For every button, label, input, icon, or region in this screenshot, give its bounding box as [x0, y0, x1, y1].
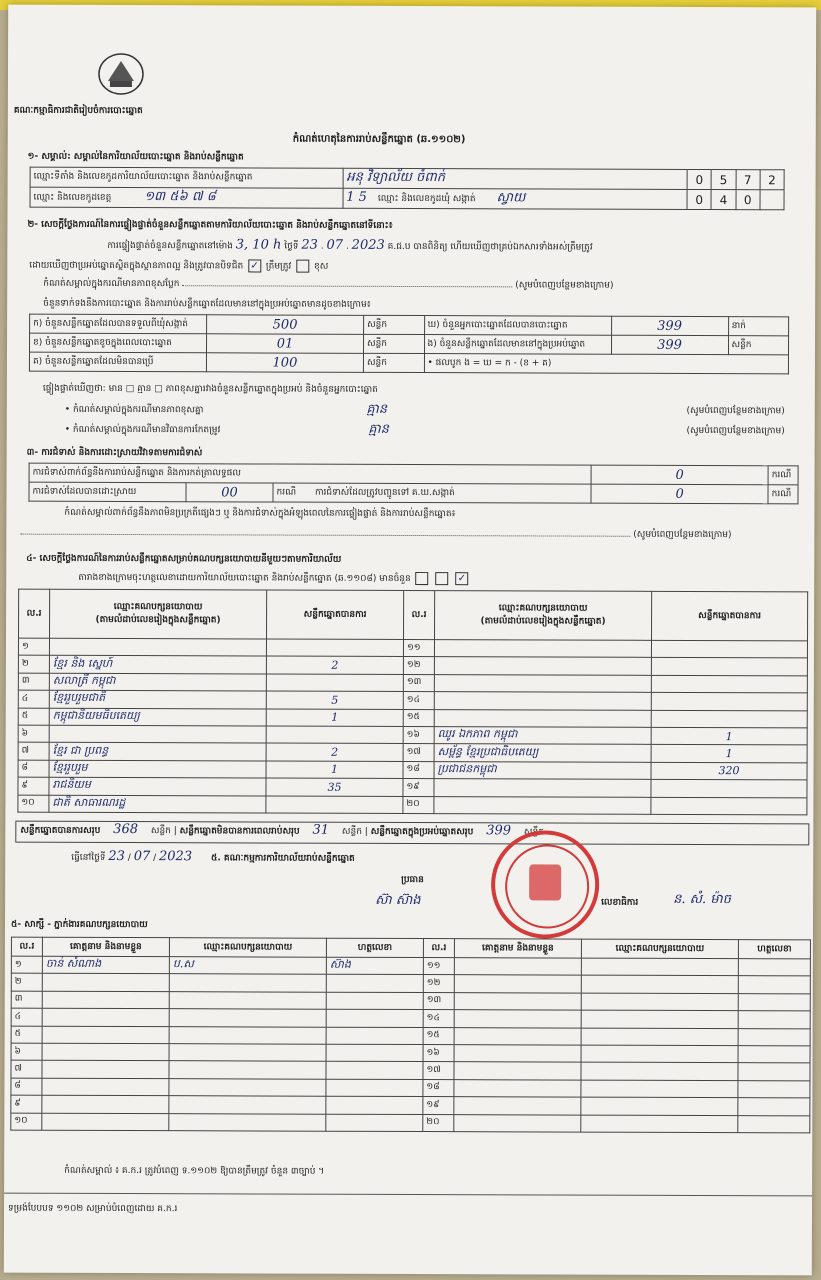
- witness-party: [581, 958, 738, 976]
- witness-name: [454, 1045, 581, 1063]
- difference-check: ផ្ទៀងផ្ទាត់ឃើញថា: មាន □ គ្មាន □ ភាពខុសគ្នារវាងចំនួនសន្លឹកឆ្នោតក្នុងប្រអប់ និងចំនួនអ្នកបោះឆ្នោត: [42, 383, 378, 395]
- complaints-value: 0: [591, 465, 768, 485]
- section2-title: ២- សេចក្តីថ្លែងការណ៍នៃការផ្ទៀងផ្ទាត់ចំនួនសន្លឹកឆ្នោតតាមការិយាល័យបោះឆ្នោត និងរាប់សន្លឹកឆ្នោតនៅទីនោះ៖: [27, 219, 393, 231]
- row-number: ៣: [18, 673, 49, 690]
- count-value: 399: [611, 335, 728, 354]
- verify-year: 2023: [351, 237, 385, 253]
- col-name: គោត្តនាម និងនាមខ្លួន: [42, 937, 169, 956]
- party-name: [434, 709, 651, 727]
- party-name: ជាតិ សាធារណរដ្ឋ: [49, 795, 266, 813]
- witness-signature: [326, 1096, 423, 1114]
- counts-row: [30, 314, 789, 336]
- row-number: ១០: [18, 795, 49, 812]
- party-votes: 1: [651, 745, 807, 763]
- witness-name: [454, 1010, 581, 1028]
- forwarded-label: ការជំទាស់ដែលត្រូវបញ្ជូនទៅ គ.ឃ.សង្កាត់: [314, 487, 455, 498]
- party-name: [434, 692, 651, 710]
- secretary-signature: ន. សំ. ម៉ាច: [673, 891, 731, 908]
- witness-name: [454, 958, 581, 976]
- party-votes: 1: [266, 709, 403, 727]
- witness-signature: [738, 1046, 810, 1064]
- witness-table: [10, 937, 811, 1134]
- location-value: អនុ វិទ្យាល័យ ចំពាក់: [343, 168, 687, 189]
- province-label: [30, 187, 343, 208]
- witness-signature: [738, 976, 810, 994]
- section3-note: កំណត់សម្គាល់ពាក់ព័ន្ធនឹងភាពមិនប្រក្រតីផ្សេងៗ ឬ និងការជំទាស់ក្នុងអំឡុងពេលនៃការផ្ទៀងផ្ទាត់ និងការរាប់សន្លឹកឆ្នោត៖: [64, 507, 456, 520]
- party-votes: 320: [651, 762, 807, 780]
- witness-name: [454, 975, 581, 993]
- location-label: ឈ្មោះទីតាំង និងលេខកូដការិយាល័យបោះឆ្នោត និងរាប់សន្លឹកឆ្នោត: [30, 167, 343, 188]
- row-number: ១៨: [423, 1079, 454, 1096]
- witness-party: [581, 1115, 738, 1133]
- row-number: ២០: [403, 796, 434, 813]
- witness-signature: [738, 959, 810, 977]
- row-number: ១៤: [403, 692, 434, 709]
- note-correction-value: គ្មាន: [368, 421, 389, 437]
- party-name: [434, 796, 651, 814]
- note-correction-hint: (សូមបំពេញបន្ថែមខាងក្រោម): [686, 425, 785, 437]
- note-hint: (សូមបំពេញបន្ថែមខាងក្រោម): [515, 280, 614, 291]
- col-party: [435, 591, 652, 641]
- count-value: 399: [611, 316, 728, 335]
- witness-party: [169, 1026, 326, 1044]
- witness-party: [581, 1097, 738, 1115]
- witness-name: [42, 1061, 169, 1079]
- province-value: ១៣ ៥៦ ៧ ៨: [144, 189, 216, 205]
- note-difference-value: គ្មាន: [366, 401, 388, 417]
- counts-row: [29, 352, 788, 374]
- witness-signature: [326, 1062, 423, 1080]
- party-votes: [266, 796, 403, 814]
- complaints-unit: ករណី: [768, 466, 798, 485]
- section3-title: ៣- ការជំទាស់ និងការដោះស្រាយវិវាទតាមការជំទាស់: [26, 447, 203, 459]
- resolved-value: 00: [186, 483, 273, 502]
- formula-label: • ផលបូក ង = ឃ = ក - (ខ + គ): [424, 354, 789, 374]
- count-label: ឃ) ចំនួនអ្នកបោះឆ្នោតដែលបានបោះឆ្នោត: [424, 316, 611, 336]
- count-label: ង) ចំនួនសន្លឹកឆ្នោតដែលមាននៅក្នុងប្រអប់ឆ្នោត: [424, 335, 611, 355]
- counts-row: [30, 333, 789, 355]
- party-votes: [266, 639, 403, 657]
- row-number: ២០: [423, 1114, 454, 1131]
- col-sign: ហត្ថលេខា: [738, 940, 810, 959]
- date-month: 07: [133, 849, 151, 865]
- witness-party: [169, 1061, 326, 1079]
- count-unit: នាក់: [728, 317, 789, 336]
- total-valid-label: សន្លឹកឆ្នោតបានការសរុប: [20, 825, 101, 836]
- party-votes: [266, 726, 403, 744]
- verify-day: 23: [301, 237, 318, 253]
- party-votes: [651, 693, 807, 711]
- committee-label: ៥. គណៈកម្មការការិយាល័យរាប់សន្លឹកឆ្នោត: [210, 853, 355, 864]
- row-number: ១: [11, 956, 42, 973]
- witness-party: [581, 1045, 738, 1063]
- witness-signature: [326, 975, 423, 993]
- date-year: 2023: [158, 849, 193, 865]
- row-number: ១៨: [403, 761, 434, 778]
- row-number: ១៦: [403, 726, 434, 743]
- forwarded-unit: ករណី: [768, 485, 798, 504]
- party-name: [49, 725, 266, 743]
- witness-party: [581, 1028, 738, 1046]
- party-votes: 2: [266, 656, 403, 674]
- witness-party: [169, 1078, 326, 1096]
- resolved-unit: ករណី: [276, 487, 297, 498]
- section3-hint: (សូមបំពេញបន្ថែមខាងក្រោម): [633, 529, 732, 541]
- row-number: ១៩: [403, 779, 434, 796]
- verify-prefix: ការផ្ទៀងផ្ទាត់ចំនួនសន្លឹកឆ្នោតនៅម៉ោង: [107, 240, 233, 252]
- footer-note: កំណត់សម្គាល់ ៖ គ.ក.រ ត្រូវបំពេញ ទ.១១០២ ឱ្យបានត្រឹមត្រូវ ចំនួន ៣ច្បាប់ ។: [64, 1165, 325, 1177]
- commune-digit: 4: [711, 190, 735, 210]
- row-number: ៥: [11, 1026, 42, 1043]
- official-seal: [491, 830, 599, 938]
- section4-subtitle-text: តារាងខាងក្រោមចុះហត្ថលេខាដោយការិយាល័យបោះឆ្នោត និងរាប់សន្លឹកឆ្នោត (ឆ.១១០៨) មានចំនួន: [78, 572, 411, 585]
- yes-label: ត្រឹមត្រូវ: [265, 261, 292, 272]
- row-number: ៣: [11, 991, 42, 1008]
- party-row: [18, 795, 807, 815]
- president-signature: ស៊ា ស៊ាង: [375, 892, 421, 909]
- witness-party: [581, 975, 738, 993]
- col-party-subtitle: (តាមលំដាប់លេខរៀងក្នុងសន្លឹកឆ្នោត): [480, 616, 606, 627]
- section1-table: [30, 167, 785, 211]
- party-name: ខ្មែរ ជា ប្រពន្ធ: [49, 743, 266, 761]
- commune-digit-blank: [760, 190, 784, 210]
- location-digit: 0: [687, 169, 711, 189]
- commune-label: ឈ្មោះ និងលេខកូដឃុំ សង្កាត់: [377, 193, 476, 205]
- resolved-label: ការជំទាស់ដែលបានដោះស្រាយ: [29, 482, 186, 502]
- note-difference-hint: (សូមបំពេញបន្ថែមខាងក្រោម): [686, 405, 785, 417]
- row-number: ១៧: [403, 744, 434, 761]
- section2-note: [43, 278, 783, 293]
- witness-name: [42, 1008, 169, 1026]
- witness-party: [169, 974, 326, 992]
- party-votes-header: [19, 589, 808, 641]
- no-label: ខុស: [314, 261, 329, 272]
- total-box-label: សន្លឹកឆ្នោតក្នុងប្រអប់ឆ្នោតសរុប: [370, 826, 474, 838]
- row-number: ៦: [18, 725, 49, 742]
- row-number: ៦: [11, 1043, 42, 1060]
- witness-row: [11, 1113, 810, 1133]
- form-title: កំណត់ហេតុនៃការរាប់សន្លឹកឆ្នោត (ឆ.១១០២): [292, 133, 466, 146]
- witness-signature: [738, 1028, 810, 1046]
- witness-signature: [326, 1027, 423, 1045]
- witness-signature: [326, 1044, 423, 1062]
- count-label: ខ) ចំនួនសន្លឹកឆ្នោតខូចក្នុងពេលបោះឆ្នោត: [30, 333, 207, 353]
- date-label: ធ្វើនៅថ្ងៃទី: [71, 852, 106, 863]
- location-digit: 5: [711, 170, 735, 190]
- total-valid-value: 368: [113, 821, 139, 838]
- witness-name: [454, 992, 581, 1010]
- witness-name: [42, 1113, 169, 1131]
- row-number: ១៩: [423, 1097, 454, 1114]
- party-name: [434, 674, 651, 692]
- col-no: ល.រ: [19, 589, 50, 638]
- party-votes: 35: [266, 778, 403, 796]
- party-votes: [651, 658, 807, 676]
- note-label: កំណត់សម្គាល់ក្នុងករណីមានភាពខុសប្លែក: [43, 278, 180, 290]
- row-number: ១០: [11, 1113, 42, 1130]
- col-party: [50, 589, 267, 639]
- row-number: ១១: [423, 958, 454, 975]
- row-number: ៨: [18, 760, 49, 777]
- row-number: ២: [18, 656, 49, 673]
- row-number: ១៣: [403, 674, 434, 691]
- secretary-label: លេខាធិការ: [601, 897, 639, 908]
- verify-time: 3, 10 h: [235, 237, 282, 253]
- section4-title: ៤- សេចក្តីថ្លែងការណ៍នៃការរាប់សន្លឹកឆ្នោតសម្រាប់គណបក្សនយោបាយនីមួយៗតាមការិយាល័យ: [26, 553, 342, 565]
- witness-signature: [738, 1115, 810, 1133]
- witness-name: [42, 1043, 169, 1061]
- count-value: 500: [207, 315, 364, 335]
- count-unit: សន្លឹក: [364, 315, 425, 334]
- witness-party: [169, 1113, 326, 1131]
- party-name: រាជនិយម: [49, 777, 266, 795]
- row-number: ៩: [18, 777, 49, 794]
- count-checkbox[interactable]: [435, 572, 448, 585]
- witness-name: [454, 1097, 581, 1115]
- forwarded-value: 0: [591, 484, 768, 504]
- complaints-row: [29, 482, 798, 504]
- row-number: ៥: [18, 708, 49, 725]
- count-unit: សន្លឹក: [363, 353, 424, 372]
- footer-divider: [4, 1193, 812, 1197]
- row-number: ៨: [11, 1078, 42, 1095]
- col-party: ឈ្មោះគណបក្សនយោបាយ: [581, 939, 738, 959]
- party-name: [434, 657, 651, 675]
- col-no: ល.រ: [11, 937, 42, 956]
- province-code: 1 5: [346, 189, 368, 205]
- witness-name: [454, 1079, 581, 1097]
- note-difference-label: • កំណត់សម្គាល់ក្នុងករណីមានភាពខុសគ្នា: [64, 404, 204, 416]
- row-number: ១២: [403, 657, 434, 674]
- party-votes: 1: [266, 761, 403, 779]
- witness-signature: ស៊ាង: [326, 957, 423, 975]
- section2-intro: ចំនួនទាក់ទងនឹងការបោះឆ្នោត និងការរាប់សន្លឹកឆ្នោតដែលមាននៅក្នុងប្រអប់ឆ្នោតមានដូចខាងក្រោម៖: [43, 298, 371, 310]
- section5-title: ៥- សាក្សី - ភ្នាក់ងារគណបក្សនយោបាយ: [10, 919, 148, 931]
- party-name: ខ្មែររួបរួម: [49, 760, 266, 778]
- party-votes: [651, 779, 807, 797]
- count-checkbox[interactable]: ✓: [455, 572, 468, 585]
- signing-date: ធ្វើនៅថ្ងៃទី 23 / 07 / 2023 ៥. គណៈកម្មការការិយាល័យរាប់សន្លឹកឆ្នោត: [71, 848, 355, 865]
- party-name: ខ្មែរ និង ស្នេហ៍: [49, 656, 266, 674]
- witness-name: [454, 1114, 581, 1132]
- forwarded-cell: [273, 483, 591, 503]
- witness-signature: [738, 1098, 810, 1116]
- row-number: ១៤: [423, 1010, 454, 1027]
- row-number: ១៥: [423, 1027, 454, 1044]
- complaints-table: [28, 463, 798, 505]
- commune-digit: 0: [736, 190, 760, 210]
- col-no: ល.រ: [404, 590, 435, 639]
- ballot-box-statement: ដោយឃើញថាប្រអប់ឆ្នោតស្ថិតក្នុងស្ថានភាពល្អ និងត្រូវបានបិទជិត: [29, 260, 244, 272]
- party-votes: [651, 640, 807, 658]
- row-number: ១៥: [403, 709, 434, 726]
- note-correction: [65, 423, 785, 439]
- complaints-label: ការជំទាស់ពាក់ព័ន្ធនឹងការរាប់សន្លឹកឆ្នោត និងការកត់ត្រាលទ្ធផល: [29, 463, 591, 484]
- row-number: ៧: [11, 1060, 42, 1077]
- witness-party: [169, 1096, 326, 1114]
- party-name: សលាត្រី កម្ពុជា: [49, 673, 266, 691]
- col-party-subtitle: (តាមលំដាប់លេខរៀងក្នុងសន្លឹកឆ្នោត): [95, 614, 221, 626]
- section2-line2: [29, 259, 328, 273]
- witness-name: [42, 1095, 169, 1113]
- party-votes-table: [17, 589, 808, 816]
- location-digit: 7: [736, 170, 760, 190]
- section2-line1: ការផ្ទៀងផ្ទាត់ចំនួនសន្លឹកឆ្នោតនៅម៉ោង 3, 10 h ថ្ងៃទី 23 . 07 . 2023 គ.ជ.ប បានពិនិត្យ ហើយឃើញថាគ្រប់ឯកសារទាំងអស់ត្រឹមត្រូវ: [107, 237, 593, 253]
- witness-party: [581, 993, 738, 1011]
- note-correction-label: • កំណត់សម្គាល់ក្នុងករណីមានវិធានការកែតម្រូវ: [64, 424, 221, 436]
- party-name: សម្ព័ន្ធ ខ្មែរប្រជាធិបតេយ្យ: [434, 744, 651, 762]
- commune-digit: 0: [687, 189, 711, 209]
- yes-checkbox[interactable]: ✓: [248, 259, 261, 272]
- witness-party: [169, 1009, 326, 1027]
- total-invalid-value: 31: [312, 822, 330, 838]
- date-day: 23: [108, 848, 125, 865]
- form-page: [4, 5, 816, 1276]
- witness-signature: [738, 1011, 810, 1029]
- witness-party: [581, 1062, 738, 1080]
- witness-signature: [326, 1114, 423, 1132]
- witness-name: [42, 991, 169, 1009]
- witness-signature: [738, 993, 810, 1011]
- count-value: 100: [206, 353, 363, 373]
- witness-signature: [738, 1080, 810, 1098]
- witness-name: [454, 1027, 581, 1045]
- party-name: ខ្មែររួបរួមជាតិ: [49, 690, 266, 708]
- col-name: គោត្តនាម និងនាមខ្លួន: [454, 939, 581, 958]
- witness-signature: [326, 1079, 423, 1097]
- total-invalid-label: សន្លឹកឆ្នោតមិនបានការពេលរាប់សរុប: [179, 826, 300, 837]
- section1-title: ១- សម្គាល់: សម្គាល់នៃការិយាល័យបោះឆ្នោត និងរាប់សន្លឹកឆ្នោត: [27, 151, 244, 163]
- col-sign: ហត្ថលេខា: [326, 938, 423, 957]
- row-number: ៧: [18, 742, 49, 759]
- count-label: គ) ចំនួនសន្លឹកឆ្នោតដែលមិនបានប្រើ: [29, 352, 206, 372]
- count-unit: សន្លឹក: [364, 334, 425, 353]
- party-votes: [651, 797, 807, 815]
- party-name: [434, 779, 651, 797]
- party-votes: [266, 674, 403, 692]
- witness-party: [169, 1044, 326, 1062]
- col-votes: សន្លឹកឆ្នោតបានការ: [652, 591, 808, 641]
- count-checkbox[interactable]: [416, 572, 429, 585]
- count-label: ក) ចំនួនសន្លឹកឆ្នោតដែលបានទទួលពីឃុំសង្កាត់: [30, 314, 207, 334]
- footer-form-note: ទម្រង់បែបបទ ១១០២ សម្រាប់បំពេញដោយ គ.ក.រ: [7, 1203, 178, 1215]
- witness-party: ប.ស: [169, 957, 326, 975]
- row-number: ១២: [423, 975, 454, 992]
- total-invalid-unit: សន្លឹក: [341, 826, 362, 837]
- witness-signature: [326, 1009, 423, 1027]
- party-name: ប្រជាជនកម្ពុជា: [434, 761, 651, 779]
- party-votes: 5: [266, 691, 403, 709]
- verify-suffix: គ.ជ.ប បានពិនិត្យ ហើយឃើញថាគ្រប់ឯកសារទាំងអស់ត្រឹមត្រូវ: [387, 241, 593, 253]
- emblem-logo: [96, 51, 146, 97]
- no-checkbox[interactable]: [296, 260, 309, 273]
- verify-month: 07: [326, 237, 344, 253]
- col-party-title: ឈ្មោះគណបក្សនយោបាយ: [113, 601, 203, 613]
- party-name: កម្ពុជានិយមធិបតេយ្យ: [49, 708, 266, 726]
- section4-subtitle: [78, 571, 470, 585]
- verify-day-label: ថ្ងៃទី: [284, 241, 299, 252]
- commune-value: ស្វាយ: [496, 190, 526, 206]
- row-number: ២: [11, 974, 42, 991]
- commune-cell: [343, 188, 687, 209]
- party-votes: 2: [266, 743, 403, 761]
- count-value: 01: [207, 334, 364, 354]
- total-box-unit: សន្លឹក: [523, 827, 544, 838]
- section3-note-hint: [20, 527, 796, 542]
- totals-line: សន្លឹកឆ្នោតបានការសរុប 368 សន្លឹក | សន្លឹកឆ្នោតមិនបានការពេលរាប់សរុប 31 សន្លឹក | សន្លឹកឆ្នោតក្នុងប្រអប់ឆ្នោតសរុប 399 សន្លឹក: [15, 821, 809, 846]
- row-number: ១៧: [423, 1062, 454, 1079]
- col-votes: សន្លឹកឆ្នោតបានការ: [267, 590, 404, 639]
- count-unit: សន្លឹក: [728, 336, 789, 355]
- row-number: ១៦: [423, 1045, 454, 1062]
- row-number: ៤: [11, 1008, 42, 1025]
- party-name: [434, 640, 651, 658]
- party-name: [49, 638, 266, 656]
- witness-name: [42, 1078, 169, 1096]
- note-difference: [65, 403, 785, 419]
- committee-name: គណៈកម្មាធិការជាតិរៀបចំការបោះឆ្នោត: [13, 105, 143, 117]
- col-party-title: ឈ្មោះគណបក្សនយោបាយ: [498, 603, 588, 614]
- province-label-text: ឈ្មោះ និងលេខកូដខេត្ត: [33, 192, 112, 203]
- witness-party: [581, 1010, 738, 1028]
- witness-name: [42, 1026, 169, 1044]
- total-valid-unit: សន្លឹក: [150, 826, 171, 837]
- location-digit: 2: [760, 170, 784, 190]
- witness-name: [454, 1062, 581, 1080]
- witness-name: [42, 974, 169, 992]
- party-votes: [651, 675, 807, 693]
- party-name: ឈូរ ឯកភាព កម្ពុជា: [434, 727, 651, 745]
- col-party: ឈ្មោះគណបក្សនយោបាយ: [169, 938, 326, 958]
- row-number: ៤: [18, 690, 49, 707]
- witness-name: ចាន់ សំណាង: [42, 956, 169, 974]
- president-label: ប្រធាន: [401, 874, 424, 886]
- party-votes: [651, 710, 807, 728]
- witness-party: [169, 991, 326, 1009]
- row-number: ៩: [11, 1095, 42, 1112]
- witness-signature: [326, 992, 423, 1010]
- counts-table: [29, 314, 789, 375]
- row-number: ១៣: [423, 992, 454, 1009]
- party-votes: 1: [651, 727, 807, 745]
- row-number: ១១: [403, 639, 434, 656]
- col-no: ល.រ: [423, 939, 454, 958]
- total-box-value: 399: [486, 823, 512, 839]
- witness-signature: [738, 1063, 810, 1081]
- witness-party: [581, 1080, 738, 1098]
- row-number: ១: [18, 638, 49, 655]
